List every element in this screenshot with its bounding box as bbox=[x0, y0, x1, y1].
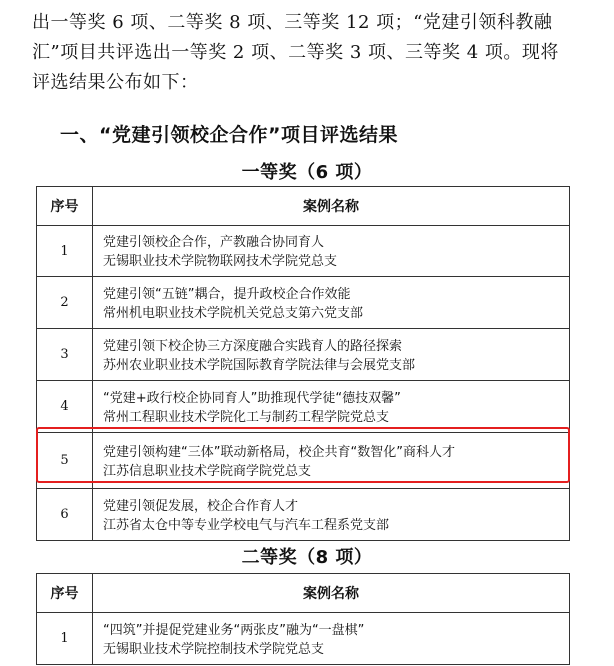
case-cell bbox=[93, 226, 570, 277]
case-unit: 常州工程职业技术学院化工与制药工程学院党总支 bbox=[103, 409, 390, 425]
case-unit: 江苏信息职业技术学院商学院党总支 bbox=[103, 463, 312, 479]
section-title: 一、“党建引领校企合作”项目评选结果 bbox=[60, 124, 398, 146]
intro-line: 出一等奖 6 项、二等奖 8 项、三等奖 12 项；“党建引领科教融 bbox=[32, 12, 553, 33]
case-unit: 苏州农业职业技术学院国际教育学院法律与会展党支部 bbox=[103, 357, 416, 373]
case-unit: 无锡职业技术学院物联网技术学院党总支 bbox=[103, 254, 338, 269]
case-title: 党建引领促发展，校企合作育人才 bbox=[103, 498, 299, 514]
case-title: 党建引领“五链”耦合，提升政校企合作效能 bbox=[103, 286, 351, 302]
table-row bbox=[37, 613, 570, 665]
table-header-row bbox=[37, 574, 570, 613]
case-cell bbox=[93, 381, 570, 433]
case-title: “党建+政行校企协同育人”助推现代学徒“德技双馨” bbox=[103, 390, 401, 406]
case-cell bbox=[93, 613, 570, 665]
table-row bbox=[37, 381, 570, 433]
case-title: “四筑”并提促党建业务“两张皮”融为“一盘棋” bbox=[103, 622, 365, 638]
case-cell bbox=[93, 277, 570, 329]
case-title: 党建引领下校企协三方深度融合实践育人的路径探索 bbox=[103, 338, 403, 354]
index-header: 序号 bbox=[37, 574, 93, 613]
row-index: 2 bbox=[37, 277, 93, 329]
case-cell bbox=[93, 329, 570, 381]
index-header: 序号 bbox=[37, 187, 93, 226]
case-cell bbox=[93, 489, 570, 541]
table-row bbox=[37, 277, 570, 329]
case-unit: 江苏省太仓中等专业学校电气与汽车工程系党支部 bbox=[103, 517, 390, 533]
case-unit: 常州机电职业技术学院机关党总支第六党支部 bbox=[103, 305, 364, 321]
case-unit: 无锡职业技术学院控制技术学院党总支 bbox=[103, 641, 325, 657]
row-index: 1 bbox=[37, 613, 93, 665]
case-title: 党建引领构建“三体”联动新格局，校企共育“数智化”商科人才 bbox=[103, 444, 455, 460]
row-index: 3 bbox=[37, 329, 93, 381]
table-header-row bbox=[37, 187, 570, 226]
row-index: 6 bbox=[37, 489, 93, 541]
first-prize-title: 一等奖（6 项） bbox=[241, 162, 373, 183]
second-prize-title: 二等奖（8 项） bbox=[241, 547, 373, 568]
highlight-box bbox=[36, 427, 570, 483]
first-prize-table bbox=[36, 186, 570, 541]
row-index: 5 bbox=[37, 433, 93, 489]
table-row bbox=[37, 226, 570, 277]
second-prize-table bbox=[36, 573, 570, 665]
row-index: 4 bbox=[37, 381, 93, 433]
intro-paragraph bbox=[32, 8, 592, 98]
case-title: 党建引领校企合作，产教融合协同育人 bbox=[103, 235, 325, 250]
intro-line: 汇”项目共评选出一等奖 2 项、二等奖 3 项、三等奖 4 项。现将 bbox=[32, 42, 559, 63]
table-row bbox=[37, 329, 570, 381]
case-header: 案例名称 bbox=[93, 574, 570, 613]
case-header: 案例名称 bbox=[93, 187, 570, 226]
row-index: 1 bbox=[37, 226, 93, 277]
intro-line: 评选结果公布如下： bbox=[32, 72, 199, 93]
table-row bbox=[37, 489, 570, 541]
